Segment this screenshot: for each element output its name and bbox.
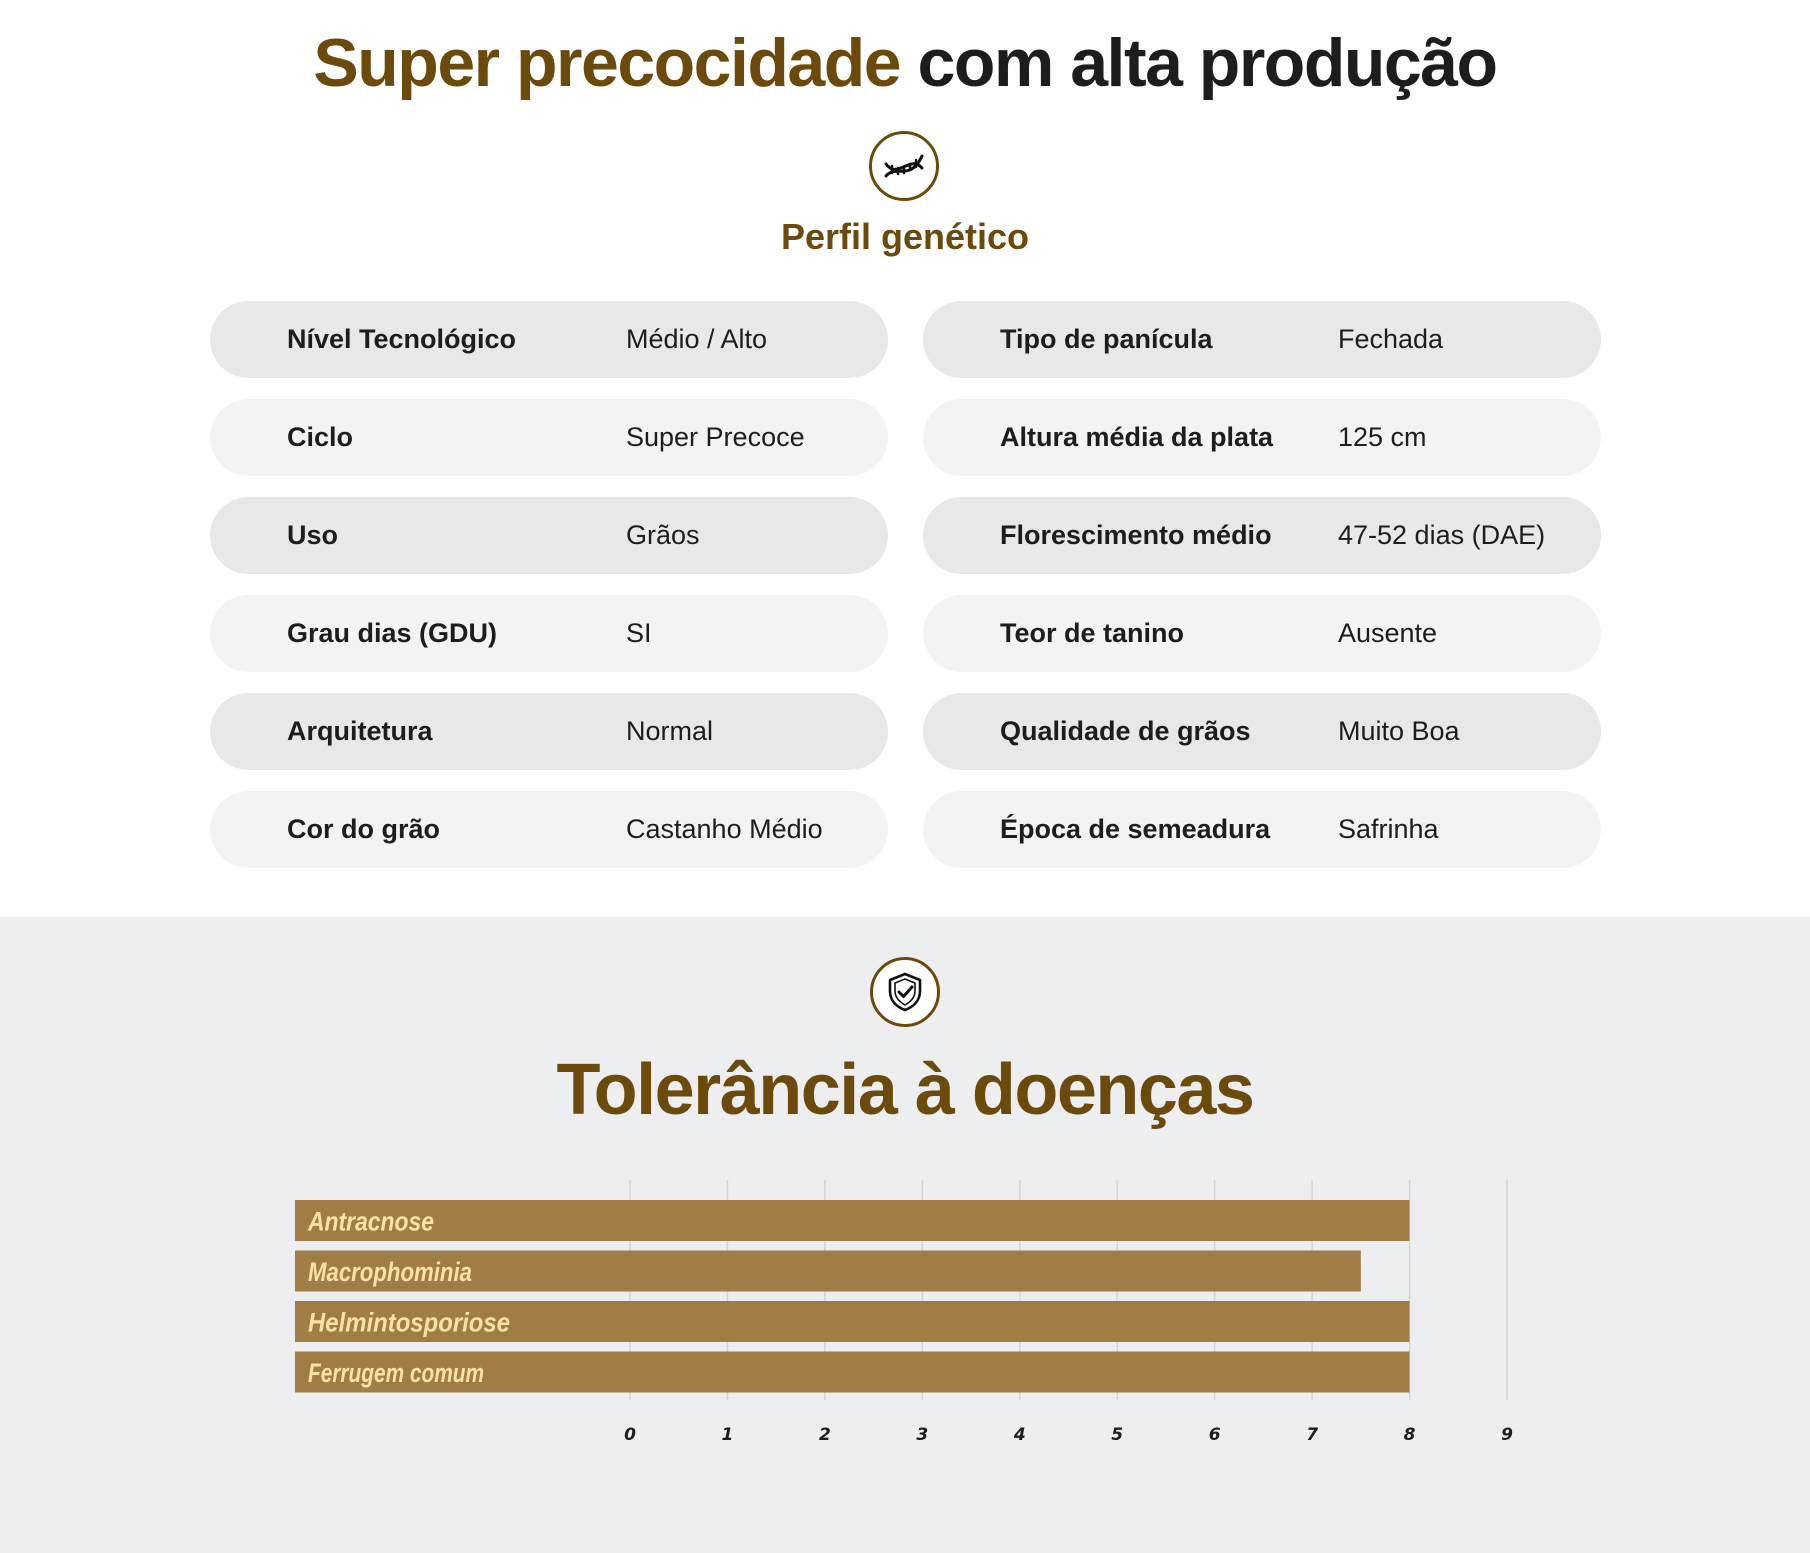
disease-tolerance-title: Tolerância à doenças	[556, 1050, 1254, 1130]
spec-value: Super Precoce	[626, 422, 805, 452]
bar-category-label: Macrophominia	[308, 1257, 472, 1287]
spec-label: Cor do grão	[287, 814, 440, 844]
x-tick-label: 1	[721, 1425, 734, 1445]
spec-label: Florescimento médio	[1000, 520, 1272, 550]
x-tick-label: 7	[1306, 1425, 1319, 1445]
hero-title-accent: Super precocidade	[313, 25, 901, 101]
x-tick-label: 9	[1501, 1425, 1513, 1445]
spec-label: Altura média da plata	[1000, 422, 1274, 452]
bar-category-label: Antracnose	[307, 1206, 434, 1237]
x-tick-label: 0	[624, 1425, 636, 1445]
spec-value: Grãos	[626, 520, 700, 550]
spec-label: Arquitetura	[287, 716, 433, 746]
bar-category-label: Ferrugem comum	[308, 1358, 484, 1388]
spec-label: Tipo de panícula	[1000, 324, 1213, 354]
x-tick-label: 4	[1013, 1425, 1026, 1445]
spec-value: 125 cm	[1338, 422, 1427, 452]
spec-label: Ciclo	[287, 422, 354, 452]
spec-value: Safrinha	[1338, 814, 1439, 844]
spec-value: Muito Boa	[1338, 716, 1460, 746]
spec-label: Teor de tanino	[1000, 618, 1185, 648]
spec-value: Castanho Médio	[626, 814, 823, 844]
x-tick-label: 8	[1403, 1425, 1416, 1445]
spec-value: 47-52 dias (DAE)	[1338, 520, 1546, 550]
bar	[295, 1200, 1410, 1241]
bar-category-label: Helmintosporiose	[308, 1307, 510, 1338]
spec-label: Qualidade de grãos	[1000, 716, 1251, 746]
hero-title-rest: com alta produção	[917, 25, 1497, 101]
spec-label: Nível Tecnológico	[287, 324, 517, 354]
x-tick-label: 5	[1111, 1425, 1124, 1445]
spec-value: Médio / Alto	[626, 324, 768, 354]
x-tick-label: 3	[916, 1425, 929, 1445]
spec-value: Ausente	[1338, 618, 1438, 648]
spec-label: Uso	[287, 520, 339, 550]
x-tick-label: 2	[818, 1425, 831, 1445]
spec-label: Época de semeadura	[1000, 814, 1271, 844]
genetic-profile-title: Perfil genético	[780, 216, 1030, 257]
spec-value: Fechada	[1338, 324, 1444, 354]
spec-value: Normal	[626, 716, 714, 746]
spec-label: Grau dias (GDU)	[287, 618, 498, 648]
spec-value: SI	[626, 618, 652, 648]
x-tick-label: 6	[1208, 1425, 1221, 1445]
